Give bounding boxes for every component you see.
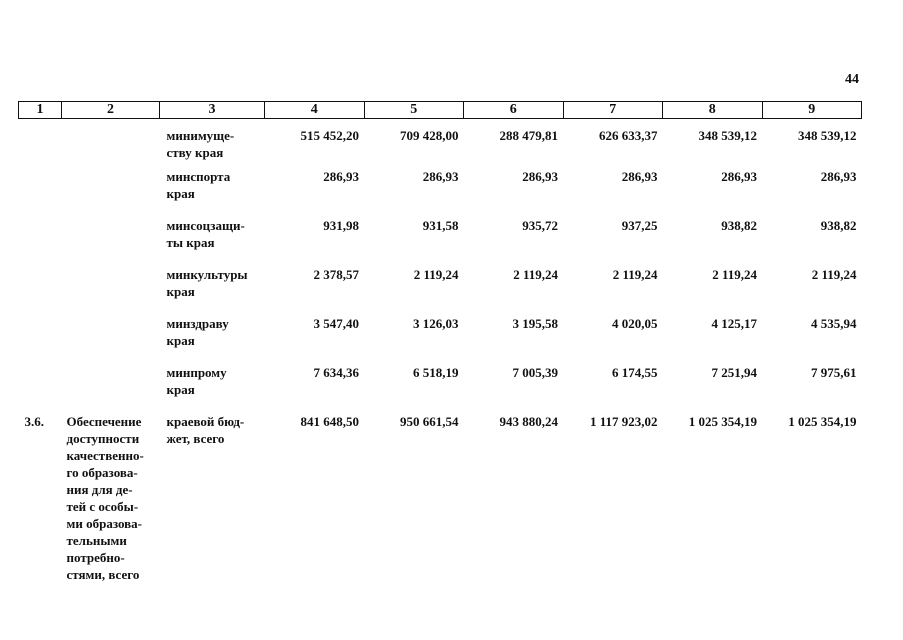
value-cell: 709 428,00 (400, 128, 459, 143)
funding-source-cell (160, 364, 265, 413)
value-cell: 1 025 354,19 (688, 414, 757, 429)
item-title-line: качественно- (66, 448, 144, 463)
funding-source-line: жет, всего (166, 431, 225, 446)
value-cell: 2 119,24 (811, 267, 857, 282)
empty-cell (62, 266, 160, 315)
column-header: 5 (364, 102, 464, 119)
funding-source-line: края (166, 284, 195, 299)
column-header: 3 (160, 102, 265, 119)
funding-source-cell (160, 315, 265, 364)
value-cell: 938,82 (820, 218, 857, 233)
value-cell: 7 975,61 (811, 365, 857, 380)
empty-cell (62, 315, 160, 364)
value-cell: 2 119,24 (413, 267, 459, 282)
value-cell: 6 174,55 (612, 365, 658, 380)
value-cell: 3 126,03 (413, 316, 459, 331)
funding-source-line: минпрому (166, 365, 227, 380)
value-cell: 286,93 (522, 169, 558, 184)
value-cell: 935,72 (522, 218, 558, 233)
column-header: 8 (663, 102, 763, 119)
funding-source-cell (160, 168, 265, 217)
value-cell: 4 125,17 (711, 316, 757, 331)
empty-cell (62, 364, 160, 413)
empty-cell (62, 217, 160, 266)
table-row (19, 266, 862, 315)
value-cell: 2 378,57 (313, 267, 359, 282)
table-row (19, 364, 862, 413)
funding-source-line: минспорта (166, 169, 231, 184)
table-row (19, 413, 862, 583)
column-header: 1 (19, 102, 62, 119)
value-cell: 286,93 (621, 169, 658, 184)
item-title-line: потребно- (66, 550, 125, 565)
item-title-line: тельными (66, 533, 127, 548)
empty-cell (19, 364, 62, 413)
value-cell: 6 518,19 (413, 365, 459, 380)
value-cell: 286,93 (721, 169, 757, 184)
column-header: 9 (762, 102, 862, 119)
funding-source-line: края (166, 382, 195, 397)
value-cell: 938,82 (721, 218, 757, 233)
table-row (19, 217, 862, 266)
funding-source-line: минкультуры (166, 267, 248, 282)
empty-cell (19, 266, 62, 315)
value-cell: 4 020,05 (612, 316, 658, 331)
funding-source-line: края (166, 186, 195, 201)
empty-cell (62, 168, 160, 217)
value-cell: 2 119,24 (513, 267, 558, 282)
funding-source-line: краевой бюд- (166, 414, 245, 429)
value-cell: 515 452,20 (300, 128, 359, 143)
empty-cell (19, 217, 62, 266)
column-header: 4 (265, 102, 365, 119)
value-cell: 286,93 (323, 169, 359, 184)
item-title-line: ми образова- (66, 516, 142, 531)
item-title-line: Обеспечение (66, 414, 142, 429)
empty-cell (62, 119, 160, 169)
value-cell: 7 005,39 (512, 365, 558, 380)
value-cell: 1 117 923,02 (589, 414, 658, 429)
value-cell: 7 634,36 (313, 365, 359, 380)
funding-source-cell (160, 217, 265, 266)
value-cell: 348 539,12 (798, 128, 857, 143)
value-cell: 626 633,37 (599, 128, 658, 143)
value-cell: 2 119,24 (612, 267, 658, 282)
funding-source-cell (160, 266, 265, 315)
table-row (19, 119, 862, 169)
value-cell: 931,58 (422, 218, 459, 233)
funding-source-line: минимуще- (166, 128, 235, 143)
item-title-line: доступности (66, 431, 140, 446)
funding-source-line: ству края (166, 145, 224, 160)
empty-cell (19, 168, 62, 217)
value-cell: 841 648,50 (300, 414, 359, 429)
column-number-header-row (19, 102, 862, 119)
budget-table (18, 101, 862, 583)
funding-source-cell (160, 119, 265, 169)
column-header: 6 (464, 102, 564, 119)
value-cell: 288 479,81 (499, 128, 558, 143)
value-cell: 7 251,94 (711, 365, 757, 380)
value-cell: 950 661,54 (400, 414, 459, 429)
item-title-line: тей с особы- (66, 499, 139, 514)
value-cell: 348 539,12 (698, 128, 757, 143)
value-cell: 4 535,94 (811, 316, 857, 331)
value-cell: 2 119,24 (712, 267, 757, 282)
item-number: 3.6. (24, 414, 44, 429)
value-cell: 286,93 (422, 169, 459, 184)
empty-cell (19, 315, 62, 364)
table-row (19, 315, 862, 364)
value-cell: 943 880,24 (499, 414, 558, 429)
value-cell: 1 025 354,19 (788, 414, 857, 429)
funding-source-line: ты края (166, 235, 215, 250)
item-title-line: стями, всего (66, 567, 140, 582)
column-header: 7 (563, 102, 663, 119)
item-title-line: ния для де- (66, 482, 133, 497)
item-title-cell (62, 413, 160, 583)
value-cell: 3 195,58 (512, 316, 558, 331)
value-cell: 286,93 (820, 169, 857, 184)
funding-source-line: минздраву (166, 316, 229, 331)
funding-source-line: края (166, 333, 195, 348)
page-number: 44 (845, 72, 859, 87)
funding-source-cell (160, 413, 265, 583)
table-row (19, 168, 862, 217)
column-header: 2 (62, 102, 160, 119)
empty-cell (19, 119, 62, 169)
value-cell: 3 547,40 (313, 316, 359, 331)
item-title-line: го образова- (66, 465, 138, 480)
value-cell: 937,25 (621, 218, 658, 233)
value-cell: 931,98 (323, 218, 359, 233)
funding-source-line: минсоцзащи- (166, 218, 245, 233)
